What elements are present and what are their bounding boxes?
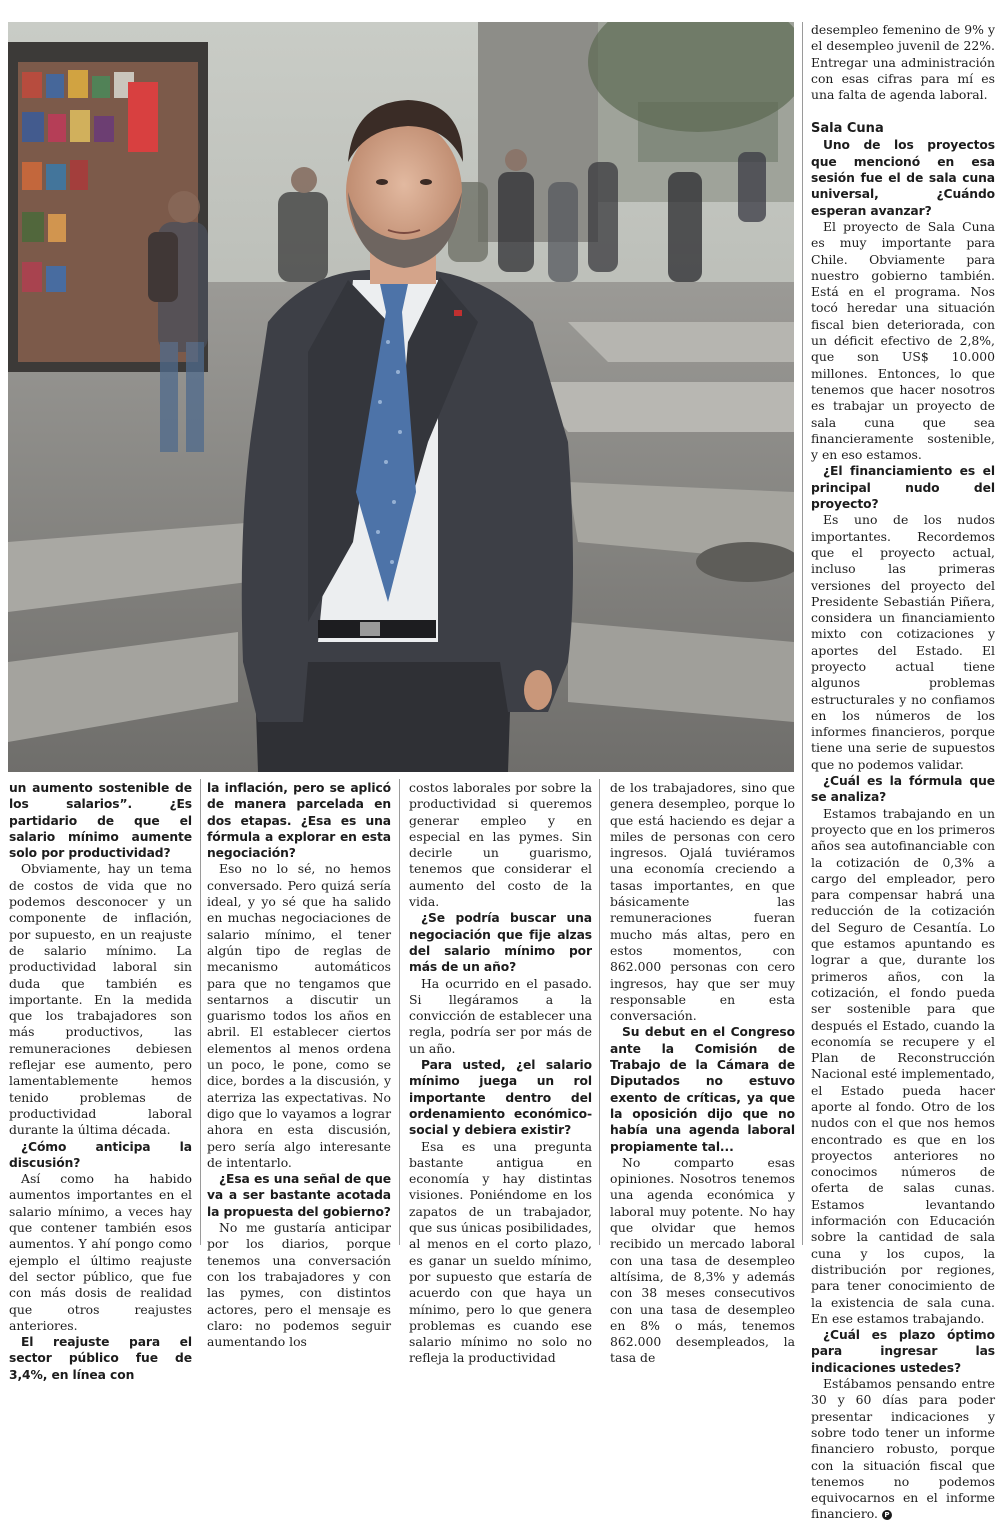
portrait-photo <box>8 22 794 772</box>
question-text: ¿Se podría buscar una negociación que fije alzas del salario mínimo por más de un año? <box>409 911 592 975</box>
answer-text <box>811 1376 995 1523</box>
question-text: Uno de los proyectos que mencionó en esa sesión fue el de sala cuna universal, ¿Cuándo esperan avanzar? <box>811 138 995 218</box>
end-mark-icon: P <box>882 1510 892 1520</box>
answer-text: Así como ha habido aumentos importantes en el salario mínimo, a veces hay que contener también esos aumentos. Y ahí pongo como ejemplo el último reajuste del sector público, que fue con más dosis de realidad que otros reajustes anteriores. <box>9 1171 192 1333</box>
column-4 <box>610 780 795 1367</box>
section-heading: Sala Cuna <box>811 121 884 137</box>
column-rule-2 <box>399 779 400 1245</box>
question-text: la inflación, pero se aplicó de manera parcelada en dos etapas. ¿Esa es una fórmula a explorar en esta negociación? <box>207 781 391 861</box>
answer-text: Eso no lo sé, no hemos conversado. Pero quizá sería ideal, y yo sé que ha salido en muchas negociaciones de salario mínimo, el tener algún tipo de reglas de mecanismo automáticos para que no tengamos que sentarnos a discutir un guarismo todos los años en abril. El establecer ciertos elementos al menos ordena un poco, le pone, como se dice, bordes a la discusión, y aterriza las expectativas. No digo que lo vayamos a lograr ahora en esta discusión, pero sería algo interesante de intentarlo. <box>207 861 391 1170</box>
answer-text: desempleo femenino de 9% y el desempleo juvenil de 22%. Entregar una administración con esas cifras para mí es una falta de agenda laboral. <box>811 22 995 103</box>
answer-text: Estamos trabajando en un proyecto que en los primeros años sea autofinanciable con la cotización de 0,3% a cargo del empleador, pero para compensar habrá una reducción de la cotización del Seguro de Cesantía. Lo que estamos apuntando es lograr a que, durante los primeros años, con la cotización, el fondo pueda ser sostenible para que después el Estado, cuando la economía se recupere y el Plan de Reconstrucción Nacional esté implementado, el Estado pueda hacer aporte al fondo. Otro de los nudos con el que nos hemos encontrado es que en los proyectos anteriores no conocimos números de oferta de salas cunas. Estamos levantando información con Educación sobre la cantidad de sala cuna y los cupos, la distribución por regiones, para tener conocimiento de la existencia de sala cuna. En ese estamos trabajando. <box>811 805 995 1326</box>
answer-text: Es uno de los nudos importantes. Recordemos que el proyecto actual, incluso las primeras versiones del proyecto del Presidente Sebastián Piñera, considera un financiamiento mixto con cotizaciones y aportes del Estado. El proyecto actual tiene algunos problemas estructurales y no confiamos en los números de los informes financieros, porque tiene una serie de supuestos que no podemos validar. <box>811 512 995 772</box>
answer-text: Ha ocurrido en el pasado. Si llegáramos a la convicción de establecer una regla, podría ser por más de un año. <box>409 975 592 1056</box>
answer-text: de los trabajadores, sino que genera desempleo, porque lo que está haciendo es dejar a miles de personas con cero ingresos. Ojalá tuviéramos una economía creciendo a tasas importantes, en que básicamente las remuneraciones fueran mucho más altas, pero en estos momentos, con 862.000 personas con cero ingresos, hay que ser muy responsable en esta conversación. <box>610 780 795 1024</box>
question-text: ¿Cuál es la fórmula que se analiza? <box>811 774 995 805</box>
column-3 <box>409 780 592 1367</box>
answer-text: Obviamente, hay un tema de costos de vida que no podemos desconocer y un componente de inflación, por supuesto, en un reajuste de salario mínimo. La productividad laboral sin duda que también es importante. En la medida que los trabajadores son más productivos, las remuneraciones debiesen reflejar ese aumento, pero lamentablemente hemos tenido problemas de productividad laboral durante la última década. <box>9 861 192 1138</box>
column-rule-3 <box>599 779 600 1245</box>
answer-text: El proyecto de Sala Cuna es muy importante para Chile. Obviamente para nuestro gobierno también. Está en el programa. Nos tocó heredar una situación fiscal bien deteriorada, con un déficit efectivo de 2,8%, que son US$ 10.000 millones. Entonces, lo que tenemos que hacer nosotros es trabajar un proyecto de sala cuna que sea financieramente sostenible, y en eso estamos. <box>811 218 995 463</box>
column-rule-4 <box>802 22 803 1245</box>
column-2 <box>207 780 391 1350</box>
answer-text: No comparto esas opiniones. Nosotros tenemos una agenda económica y laboral muy potente. No hay que olvidar que hemos recibido un mercado laboral con una tasa de desempleo altísima, de 8,3% y además con 38 meses consecutivos con una tasa de desempleo en 8% o más, tenemos 862.000 desempleados, la tasa de <box>610 1154 795 1366</box>
question-text: ¿Cuál es plazo óptimo para ingresar las indicaciones ustedes? <box>811 1328 995 1375</box>
answer-text-content: Estábamos pensando entre 30 y 60 días para poder presentar indicaciones y sobre todo tener un informe financiero robusto, porque con la situación fiscal que tenemos no podemos equivocarnos en el informe financiero. <box>811 1376 995 1522</box>
question-text: ¿El financiamiento es el principal nudo del proyecto? <box>811 464 995 512</box>
answer-text: costos laborales por sobre la productividad si queremos generar empleo y en especial en las pymes. Sin decirle un guarismo, tenemos que considerar el aumento del costo de la vida. <box>409 780 592 910</box>
column-5 <box>811 22 995 1523</box>
answer-text: No me gustaría anticipar por los diarios, porque tenemos una conversación con los trabajadores y con las pymes, con distintos actores, pero el mensaje es claro: no podemos seguir aumentando los <box>207 1220 391 1350</box>
answer-text: Esa es una pregunta bastante antigua en economía y hay distintas visiones. Poniéndome en los zapatos de un trabajador, que sus únicas posibilidades, al menos en el corto plazo, es ganar un sueldo mínimo, por supuesto que estaría de acuerdo con que haya un mínimo, pero lo que genera problemas es cuando ese salario mínimo no solo no refleja la productividad <box>409 1138 592 1366</box>
question-text: ¿Cómo anticipa la discusión? <box>9 1139 192 1170</box>
question-text: ¿Esa es una señal de que va a ser bastante acotada la propuesta del gobierno? <box>207 1172 391 1219</box>
column-rule-1 <box>200 779 201 1245</box>
question-text: El reajuste para el sector público fue de 3,4%, en línea con <box>9 1335 192 1382</box>
question-text: Para usted, ¿el salario mínimo juega un rol importante dentro del ordenamiento económico-social y debiera existir? <box>409 1058 592 1138</box>
column-1 <box>9 780 192 1383</box>
question-text: un aumento sostenible de los salarios”. ¿Es partidario de que el salario mínimo aumente solo por productividad? <box>9 781 192 861</box>
question-text: Su debut en el Congreso ante la Comisión de Trabajo de la Cámara de Diputados no estuvo exento de críticas, ya que la oposición dijo que no había una agenda laboral propiamente tal... <box>610 1025 795 1154</box>
